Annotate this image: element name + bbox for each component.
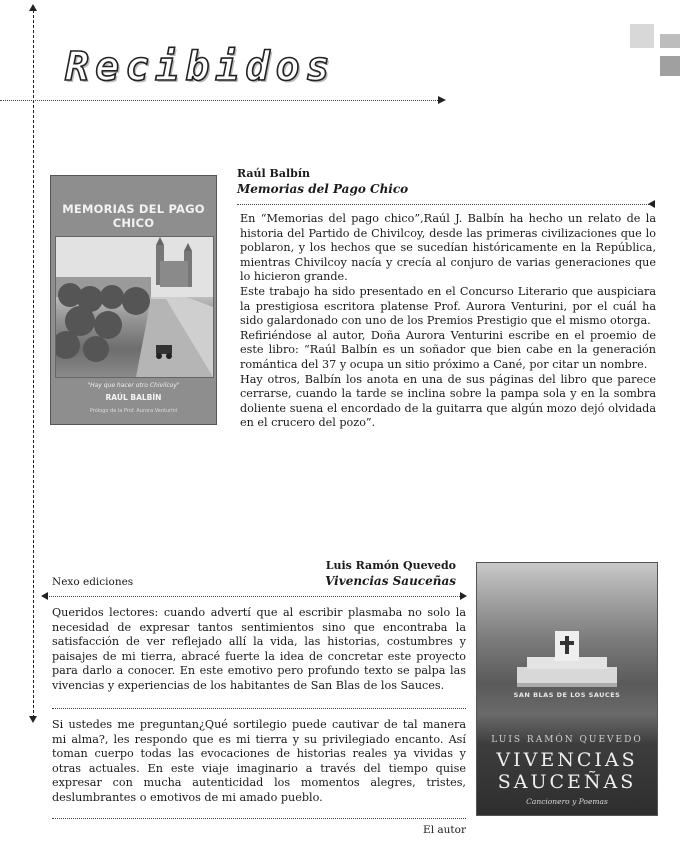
review2-divider [44,596,462,597]
paragraph-divider [52,708,466,709]
cover-prologue: Prólogo de la Prof. Aurora Venturini [89,408,178,414]
review2-paragraph: Queridos lectores: cuando advertí que al escribir plasmaba no solo la necesidad de expresar tantos sentimientos sino que encontraba la satisfacción de ver reflejado allí la vida, las historias, costumbres y paisajes de mi tierra, abracé fuerte la idea de concretar este proyecto para darlo a conocer. En este emotivo pero profundo texto se palpa las vivencias y experiencias de los habitantes de San Blas de los Sauces. [52,606,466,692]
arrow-left-icon [41,592,48,600]
vertical-guide-line [33,10,34,718]
town-plaza-illustration [56,237,213,377]
cover-title: MEMORIAS DEL PAGO CHICO [62,202,205,230]
review1-body [240,212,656,431]
review1-author: Raúl Balbín [237,167,310,180]
decor-square [630,24,654,48]
review1-book-title: Memorias del Pago Chico [237,182,409,196]
cover-place-name: SAN BLAS DE LOS SAUCES [513,691,621,699]
decor-square [660,56,680,76]
arrow-right-icon [438,96,446,104]
review2-author: Luis Ramón Quevedo [325,559,456,572]
review2-paragraph: Si ustedes me preguntan¿Qué sortilegio puede cautivar de tal manera mi alma?, les respondo que es mi tierra y su privilegiado encanto. Así toman cuerpo todas las evocaciones de historias reales ya vividas y otras actuales. En este viaje imaginario a través del tiempo quise expresar con mucha autenticidad los momentos alegres, tristes, deslumbrantes o emotivos de mi amado pueblo. [52,718,466,804]
cover-author: RAÚL BALBÍN [105,393,162,402]
arrow-right-icon [460,592,467,600]
title-underline [0,100,440,101]
page-title: Recibidos [65,44,336,90]
review2-book-title: Vivencias Sauceñas [325,574,456,588]
book-cover-vivencias [476,562,658,816]
arrow-left-icon [648,200,655,208]
cover-quote: "Hay que hacer otro Chivilcoy" [87,382,180,389]
signature: El autor [423,824,466,836]
publisher-name: Nexo ediciones [52,576,134,588]
review1-paragraph: Refiriéndose al autor, Doña Aurora Venturini escribe en el proemio de este libro: “Raúl Balbín es un soñador que bien cabe en la generación romántica del 37 y ocupa un sitio próximo a Cané, por citar un nombre. [240,328,656,371]
arrow-down-icon [29,716,37,723]
review1-divider [237,204,655,205]
cover-title-line1: VIVENCIAS [496,749,638,771]
cover-title-line2: SAUCEÑAS [497,771,637,793]
book-cover-memorias [50,175,217,425]
review1-paragraph: En “Memorias del pago chico”,Raúl J. Balbín ha hecho un relato de la historia del Partido de Chivilcoy, desde las primeras civilizaciones que lo poblaron, y los hechos que se sucedían históricamente en la República, mientras Chivilcoy nacía y crecía al conjuro de varias generaciones que lo hicieron grande. [240,212,656,284]
review1-paragraph: Este trabajo ha sido presentado en el Concurso Literario que auspiciara la prestigiosa escritora platense Prof. Aurora Venturini, por el cuál ha sido galardonado con uno de los Premios Prestigio que el mismo otorga. [240,284,656,328]
cover-subtitle: Cancionero y Poemas [526,797,608,806]
cover-author: LUIS RAMÓN QUEVEDO [491,735,643,745]
decor-square [660,34,680,48]
cover-photo [55,236,214,378]
review2-header [310,559,456,588]
review1-paragraph: Hay otros, Balbín los anota en una de sus páginas del libro que parece cerrarse, cuando la tarde se inclina sobre la pampa sola y en la sombra doliente suena el encordado de la guitarra que algún mozo dejó olvidada en el crucero del pozo”. [240,372,656,430]
monument-illustration [517,627,617,687]
paragraph-divider [52,818,466,819]
